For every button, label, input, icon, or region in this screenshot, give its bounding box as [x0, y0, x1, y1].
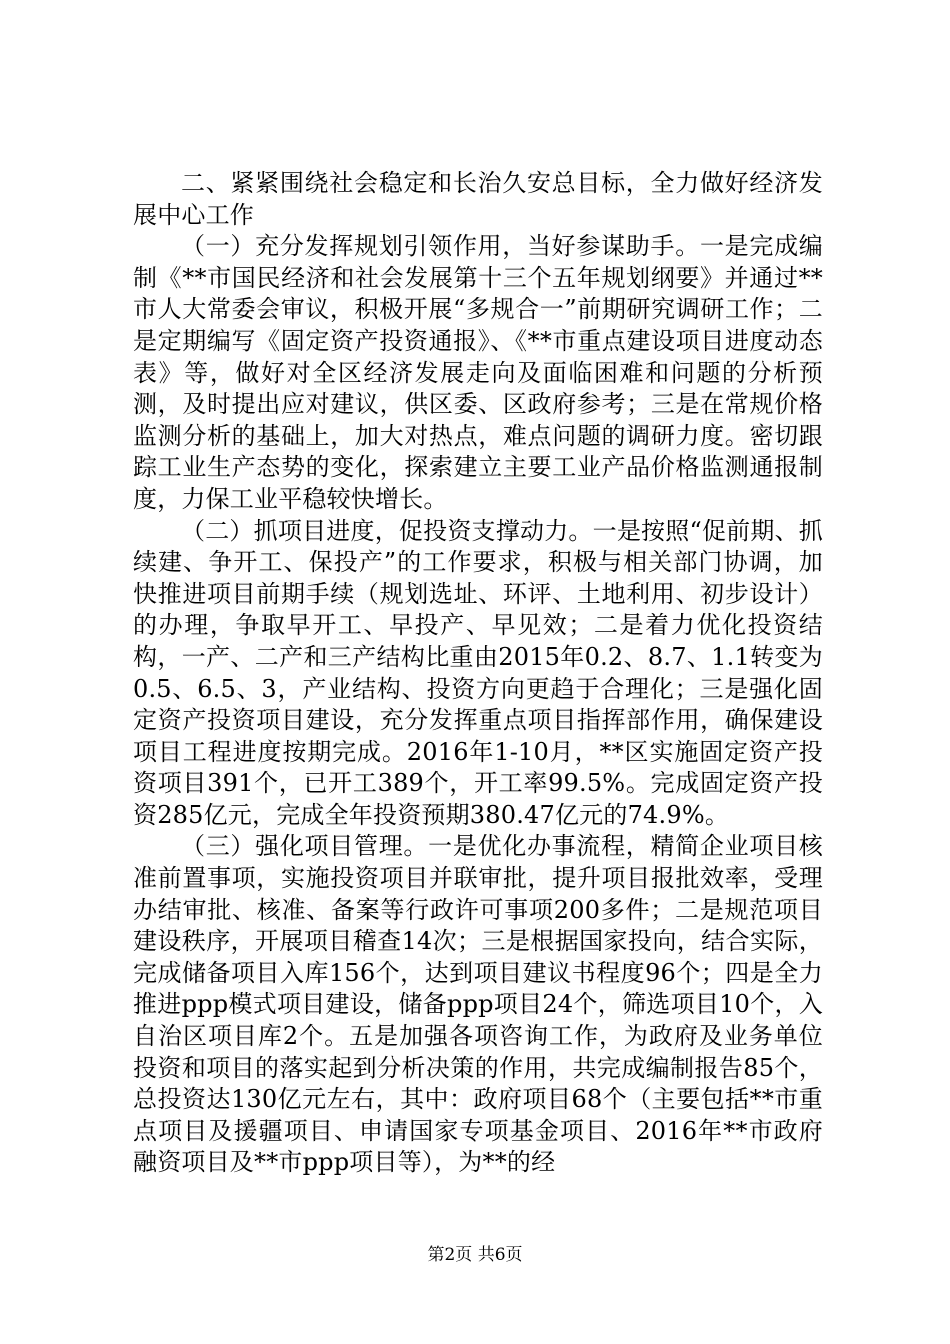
paragraph-project-progress: （二）抓项目进度，促投资支撑动力。一是按照“促前期、抓续建、争开工、保投产”的工作要求，积极与相关部门协调，加快推进项目前期手续（规划选址、环评、土地利用、初步设计）的办理，争取早开工、早投产、早见效；二是着力优化投资结构，一产、二产和三产结构比重由2015年0.2、8.7、1.1转变为0.5、6.5、3，产业结构、投资方向更趋于合理化；三是强化固定资产投资项目建设，充分发挥重点项目指挥部作用，确保建设项目工程进度按期完成。2016年1-10月，**区实施固定资产投资项目391个，已开工389个，开工率99.5%。完成固定资产投资285亿元，完成全年投资预期380.47亿元的74.9%。 [133, 516, 823, 829]
page-number-footer: 第2页 共6页 [427, 1245, 523, 1265]
paragraph-project-management: （三）强化项目管理。一是优化办事流程，精简企业项目核准前置事项，实施投资项目并联审批，提升项目报批效率，受理办结审批、核准、备案等行政许可事项200多件；二是规范项目建设秩序，开展项目稽查14次；三是根据国家投向，结合实际，完成储备项目入库156个，达到项目建议书程度96个；四是全力推进ppp模式项目建设，储备ppp项目24个，筛选项目10个，入自治区项目库2个。五是加强各项咨询工作，为政府及业务单位投资和项目的落实起到分析决策的作用，共完成编制报告85个，总投资达130亿元左右，其中：政府项目68个（主要包括**市重点项目及援疆项目、申请国家专项基金项目、2016年**市政府融资项目及**市ppp项目等），为**的经 [133, 832, 823, 1177]
paragraph-planning: （一）充分发挥规划引领作用，当好参谋助手。一是完成编制《**市国民经济和社会发展第十三个五年规划纲要》并通过**市人大常委会审议，积极开展“多规合一”前期研究调研工作；二是定期编写《固定资产投资通报》、《**市重点建设项目进度动态表》等，做好对全区经济发展走向及面临困难和问题的分析预测，及时提出应对建议，供区委、区政府参考；三是在常规价格监测分析的基础上，加大对热点，难点问题的调研力度。密切跟踪工业生产态势的变化，探索建立主要工业产品价格监测通报制度，力保工业平稳较快增长。 [133, 232, 823, 513]
document-body [133, 168, 823, 1179]
section-heading: 二、紧紧围绕社会稳定和长治久安总目标，全力做好经济发展中心工作 [133, 169, 823, 229]
